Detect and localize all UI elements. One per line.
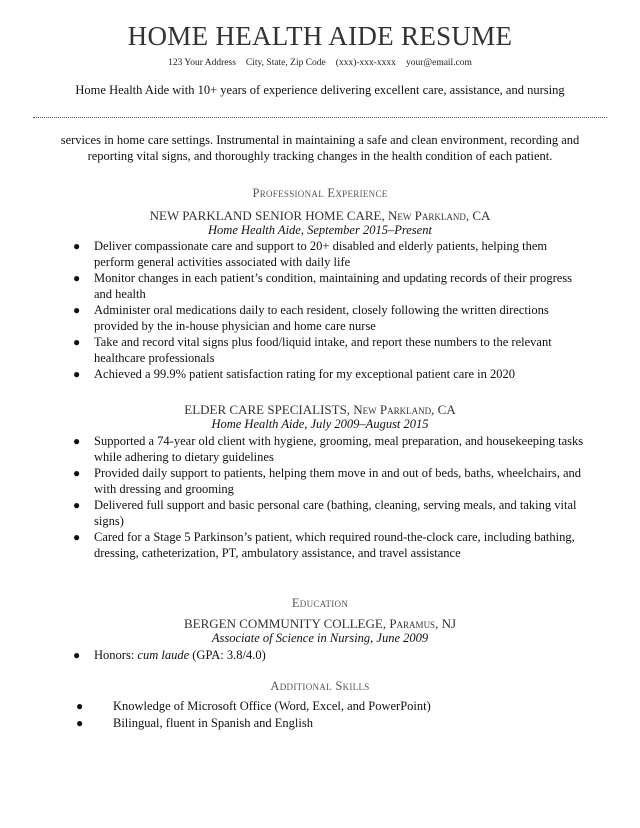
education-bullets — [70, 647, 590, 663]
section-heading-experience: Professional Experience — [252, 186, 388, 200]
summary-line-2: services in home care settings. Instrumental in maintaining a safe and clean environment, recording and reporting vital signs, and thoroughly tracking changes in the health condition of each patient. — [60, 133, 580, 163]
job-role-2: Home Health Aide, July 2009–August 2015 — [211, 417, 429, 431]
address: 123 Your Address — [168, 58, 236, 68]
bullet-icon: ● — [73, 648, 81, 662]
list-item: ● Deliver compassionate care and support to 20+ disabled and elderly patients, helping them perform general activities associated with daily life — [73, 239, 548, 269]
bullet-icon: ● — [73, 466, 81, 480]
job-role-1: Home Health Aide, September 2015–Present — [208, 223, 432, 237]
degree: Associate of Science in Nursing, June 2009 — [211, 631, 429, 645]
school-location: Paramus, NJ — [389, 616, 457, 631]
employer-location: New Parkland, CA — [387, 208, 491, 223]
summary-line-1: Home Health Aide with 10+ years of experience delivering excellent care, assistance, and nursing — [75, 83, 565, 97]
list-item: ● Achieved a 99.9% patient satisfaction rating for my exceptional patient care in 2020 — [73, 367, 516, 381]
employer-name: NEW PARKLAND SENIOR HOME CARE, — [149, 208, 385, 223]
bullet-icon: ● — [73, 498, 81, 512]
bullet-icon: ● — [73, 335, 81, 349]
page-divider — [33, 117, 607, 118]
job-2-bullets — [70, 433, 590, 561]
section-heading-education: Education — [291, 596, 349, 610]
bullet-icon: ● — [73, 530, 81, 544]
phone: (xxx)-xxx-xxxx — [335, 58, 396, 68]
bullet-icon: ● — [73, 434, 81, 448]
bullet-icon: ● — [73, 239, 81, 253]
skills-list — [70, 698, 590, 732]
list-item: ● Administer oral medications daily to each resident, closely following the written directions provided by the in-house physician and home care nurse — [73, 303, 549, 333]
list-item: ● Honors: cum laude (GPA: 3.8/4.0) — [73, 648, 266, 662]
bullet-icon: ● — [73, 367, 81, 381]
list-item: ● Bilingual, fluent in Spanish and English — [76, 716, 313, 730]
bullet-icon: ● — [73, 271, 81, 285]
bullet-icon: ● — [76, 699, 84, 713]
list-item: ● Provided daily support to patients, helping them move in and out of beds, baths, wheelchairs, and with dressing and grooming — [73, 466, 582, 496]
list-item: ● Monitor changes in each patient’s condition, maintaining and updating records of their progress and health — [73, 271, 573, 301]
bullet-icon: ● — [76, 716, 84, 730]
employer-name: ELDER CARE SPECIALISTS, — [184, 402, 351, 417]
list-item: ● Knowledge of Microsoft Office (Word, Excel, and PowerPoint) — [76, 699, 431, 713]
list-item: ● Supported a 74-year old client with hygiene, grooming, meal preparation, and housekeeping tasks while adhering to dietary guidelines — [73, 434, 584, 464]
list-item: ● Take and record vital signs plus food/liquid intake, and report these numbers to the relevant healthcare professionals — [73, 335, 552, 365]
job-1-bullets — [70, 238, 590, 382]
employer-location: New Parkland, CA — [353, 402, 456, 417]
list-item: ● Delivered full support and basic personal care (bathing, cleaning, serving meals, and taking vital signs) — [73, 498, 577, 528]
section-heading-skills: Additional Skills — [270, 679, 370, 693]
contact-line — [0, 58, 640, 68]
city-state-zip: City, State, Zip Code — [245, 58, 326, 68]
resume-title: HOME HEALTH AIDE RESUME — [127, 21, 513, 51]
school-name: BERGEN COMMUNITY COLLEGE, — [183, 616, 387, 631]
email: your@email.com — [405, 58, 472, 68]
list-item: ● Cared for a Stage 5 Parkinson’s patient, which required round-the-clock care, including bathing, dressing, catheterization, PT, ambulatory assistance, and travel assistance — [73, 530, 575, 560]
bullet-icon: ● — [73, 303, 81, 317]
